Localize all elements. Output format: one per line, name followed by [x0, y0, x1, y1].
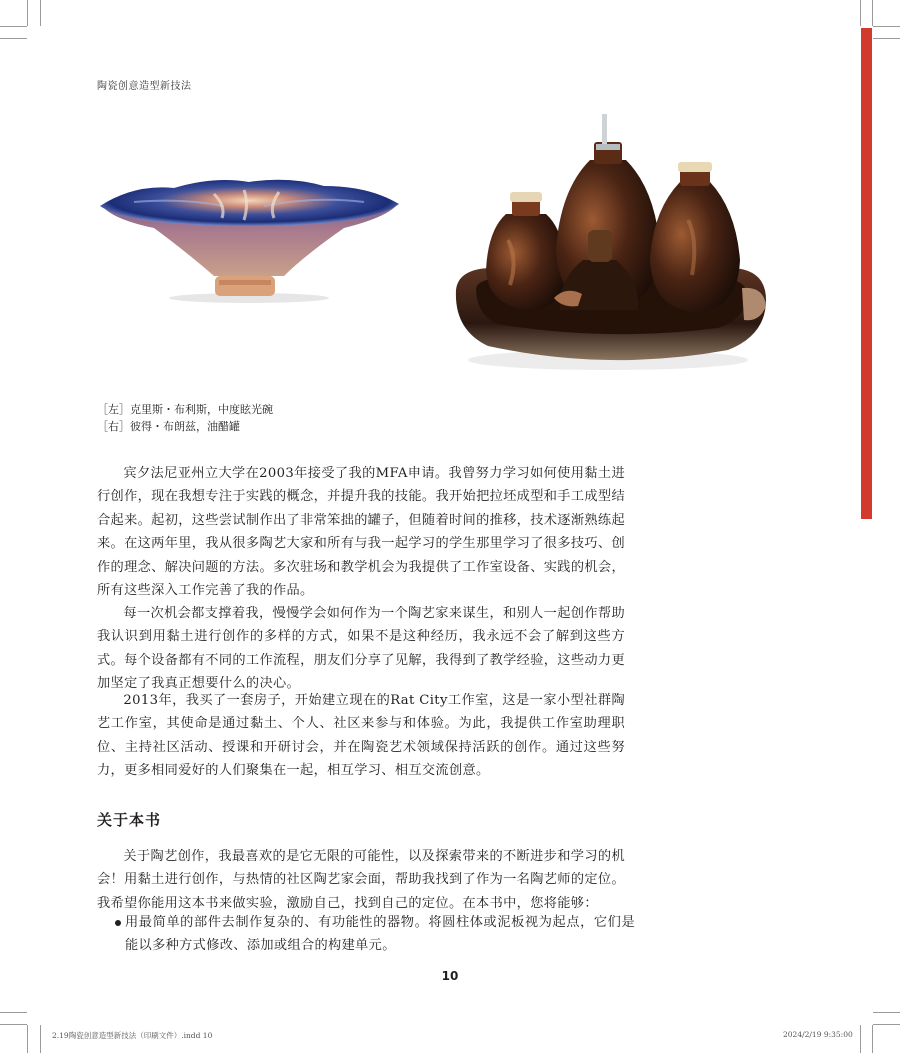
caption-right: ［右］彼得・布朗兹，油醋罐 [97, 420, 240, 433]
chapter-accent-bar [861, 28, 872, 519]
bowl-photo [94, 176, 404, 306]
caption-left: ［左］克里斯・布利斯，中度眩光碗 [97, 403, 273, 416]
crop-mark [860, 1025, 861, 1053]
list-item-text: 用最简单的部件去制作复杂的、有功能性的器物。将圆柱体或泥板视为起点，它们是能以多种方式修改、添加或组合的构建单元。 [125, 915, 635, 954]
section-heading: 关于本书 [97, 811, 162, 829]
slug-timestamp: 2024/2/19 9:35:00 [783, 1030, 853, 1039]
crop-mark [0, 1024, 27, 1025]
list-item [115, 911, 635, 958]
photo-captions [97, 401, 273, 435]
body-paragraph: 每一次机会都支撑着我，慢慢学会如何作为一个陶艺家来谋生，和别人一起创作帮助我认识到用黏土进行创作的多样的方式，如果不是这种经历，我永远不会了解到这些方式。每个设备都有不同的工作流程，朋友们分享了见解，我得到了教学经验，这些动力更加坚定了我真正想要什么的决心。 [97, 606, 625, 692]
crop-mark [873, 1012, 900, 1013]
slug-file: 2.19陶瓷创意造型新技法（印刷文件）.indd 10 [52, 1031, 213, 1040]
cruet-set-photo [448, 110, 773, 375]
body-paragraph: 宾夕法尼亚州立大学在2003年接受了我的MFA申请。我曾努力学习如何使用黏土进行创作，现在我想专注于实践的概念，并提升我的技能。我开始把拉坯成型和手工成型结合起来。起初，这些尝试制作出了非常笨拙的罐子，但随着时间的推移，技术逐渐熟练起来。在这两年里，我从很多陶艺大家和所有与我一起学习的学生那里学习了很多技巧、创作的理念、解决问题的方法。多次驻场和教学机会为我提供了工作室设备、实践的机会，所有这些深入工作完善了我的作品。 [97, 466, 625, 599]
crop-mark [873, 26, 900, 27]
crop-mark [27, 1025, 28, 1053]
running-head: 陶瓷创意造型新技法 [97, 81, 192, 92]
crop-mark [872, 0, 873, 26]
page-number: 10 [441, 969, 459, 983]
crop-mark [873, 38, 900, 39]
crop-mark [40, 0, 41, 26]
section-intro: 关于陶艺创作，我最喜欢的是它无限的可能性，以及探索带来的不断进步和学习的机会！用黏土进行创作，与热情的社区陶艺家会面，帮助我找到了作为一名陶艺师的定位。我希望你能用这本书来做实验，激励自己，找到自己的定位。在本书中，您将能够： [97, 849, 625, 911]
crop-mark [0, 26, 27, 27]
crop-mark [872, 1025, 873, 1053]
crop-mark [27, 0, 28, 26]
body-paragraph: 2013年，我买了一套房子，开始建立现在的Rat City工作室，这是一家小型社群陶艺工作室，其使命是通过黏土、个人、社区来参与和体验。为此，我提供工作室助理职位、主持社区活动、授课和开研讨会，并在陶瓷艺术领域保持活跃的创作。通过这些努力，更多相同爱好的人们聚集在一起，相互学习、相互交流创意。 [97, 693, 625, 779]
crop-mark [0, 38, 27, 39]
crop-mark [873, 1024, 900, 1025]
crop-mark [40, 1025, 41, 1053]
crop-mark [0, 1012, 27, 1013]
crop-mark [860, 0, 861, 26]
bullet-icon [115, 920, 121, 926]
